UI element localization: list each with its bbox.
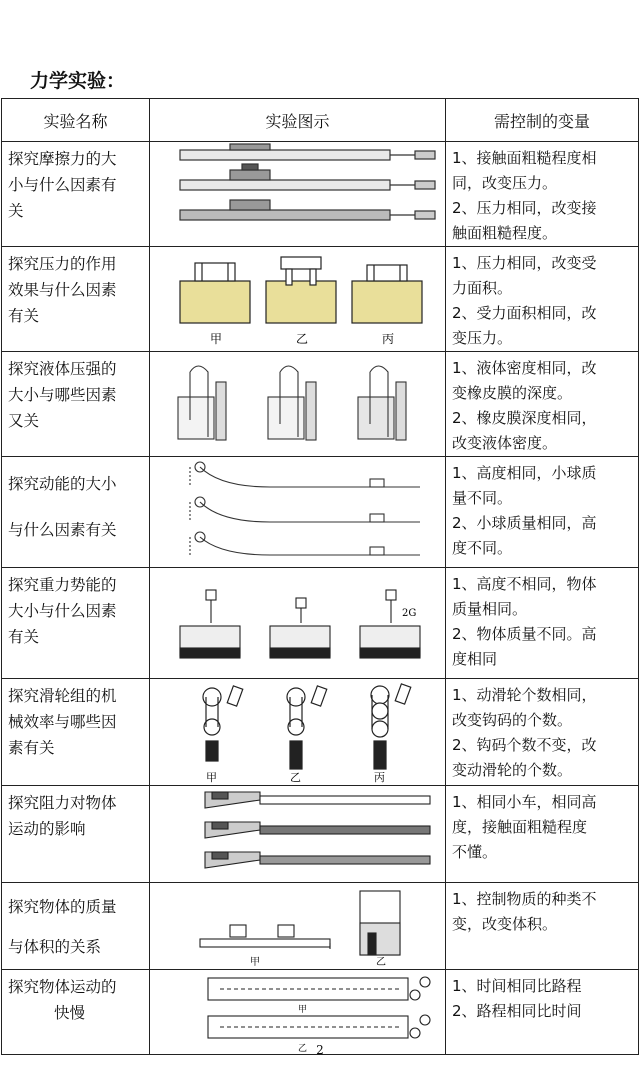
name-line: 大小与哪些因素 <box>8 386 117 404</box>
experiment-figure <box>150 142 446 247</box>
control-line: 2、压力相同，改变接 <box>452 199 597 217</box>
figure-label: 甲 <box>250 957 260 968</box>
control-line: 1、动滑轮个数相同， <box>452 686 597 704</box>
control-line: 同，改变压力。 <box>452 174 558 192</box>
name-line: 大小与什么因素 <box>8 602 117 620</box>
experiment-figure <box>150 247 446 352</box>
controlled-variables <box>446 568 639 679</box>
controlled-variables <box>446 970 639 1055</box>
name-line: 效果与什么因素 <box>8 281 117 299</box>
control-line: 不懂。 <box>452 843 498 861</box>
control-line: 质量相同。 <box>452 600 528 618</box>
control-line: 触面粗糙程度。 <box>452 224 558 242</box>
figure-label: 丙 <box>382 332 395 346</box>
sponge-pressure-figure <box>150 247 446 349</box>
experiment-figure <box>150 679 446 786</box>
experiment-figure <box>150 568 446 679</box>
name-line: 探究摩擦力的大 <box>8 150 117 168</box>
figure-label: 甲 <box>206 771 217 784</box>
table-row <box>2 883 639 970</box>
control-line: 度，接触面粗糙程度 <box>452 818 588 836</box>
race-track-figure <box>150 970 446 1054</box>
name-line: 快慢 <box>54 1004 86 1022</box>
control-line: 1、高度相同，小球质 <box>452 464 597 482</box>
controlled-variables <box>446 786 639 883</box>
experiment-name <box>2 679 150 786</box>
experiment-name <box>2 142 150 247</box>
control-line: 1、压力相同，改变受 <box>452 254 597 272</box>
experiment-figure <box>150 352 446 457</box>
controlled-variables <box>446 883 639 970</box>
experiment-name <box>2 970 150 1055</box>
control-line: 改变钩码的个数。 <box>452 711 573 729</box>
figure-label: 甲 <box>210 332 223 346</box>
table-row <box>2 568 639 679</box>
name-line: 探究阻力对物体 <box>8 794 117 812</box>
table-row <box>2 457 639 568</box>
control-line: 1、相同小车，相同高 <box>452 793 597 811</box>
control-line: 2、钩码个数不变，改 <box>452 736 597 754</box>
name-line: 运动的影响 <box>8 820 86 838</box>
figure-label: 丙 <box>374 771 385 784</box>
control-line: 1、时间相同比路程 <box>452 977 582 995</box>
figure-label: 甲 <box>298 1005 308 1015</box>
figure-label: 乙 <box>290 771 301 784</box>
friction-apparatus-figure <box>150 142 446 238</box>
control-line: 量不同。 <box>452 489 513 507</box>
table-row <box>2 970 639 1055</box>
experiment-name <box>2 568 150 679</box>
name-line: 探究压力的作用 <box>8 255 117 273</box>
name-line: 小与什么因素有 <box>8 176 117 194</box>
incline-cart-figure <box>150 786 446 882</box>
experiment-name <box>2 883 150 970</box>
experiment-table <box>1 98 639 1055</box>
table-row <box>2 352 639 457</box>
table-row <box>2 786 639 883</box>
controlled-variables <box>446 247 639 352</box>
potential-energy-figure <box>150 568 446 678</box>
control-line: 变压力。 <box>452 329 513 347</box>
table-row <box>2 142 639 247</box>
control-line: 2、物体质量不同。高 <box>452 625 597 643</box>
table-row <box>2 247 639 352</box>
name-line: 探究物体的质量 <box>8 898 117 916</box>
pulley-system-figure <box>150 679 446 785</box>
name-line: 械效率与哪些因 <box>8 713 117 731</box>
control-line: 1、接触面粗糙程度相 <box>452 149 597 167</box>
experiment-figure <box>150 457 446 568</box>
section-heading: 力学实验： <box>30 70 126 92</box>
figure-label: 乙 <box>296 332 309 346</box>
control-line: 变，改变体积。 <box>452 915 558 933</box>
figure-label: 乙 <box>298 1044 308 1054</box>
controlled-variables <box>446 142 639 247</box>
liquid-pressure-figure <box>150 352 446 452</box>
control-line: 2、受力面积相同，改 <box>452 304 597 322</box>
experiment-figure <box>150 970 446 1055</box>
control-line: 1、液体密度相同，改 <box>452 359 597 377</box>
header-experiment-name: 实验名称 <box>2 99 150 142</box>
experiment-name <box>2 247 150 352</box>
figure-label: 2G <box>402 608 417 619</box>
page-number: 2 <box>316 1043 324 1057</box>
control-line: 度不同。 <box>452 539 513 557</box>
name-line: 与体积的关系 <box>8 938 102 956</box>
name-line: 探究物体运动的 <box>8 978 117 996</box>
controlled-variables <box>446 352 639 457</box>
header-controlled-variables: 需控制的变量 <box>446 99 639 142</box>
balance-cylinder-figure <box>150 883 446 969</box>
control-line: 2、路程相同比时间 <box>452 1002 582 1020</box>
control-line: 力面积。 <box>452 279 513 297</box>
experiment-name <box>2 457 150 568</box>
name-line: 与什么因素有关 <box>8 521 117 539</box>
control-line: 1、控制物质的种类不 <box>452 890 597 908</box>
name-line: 探究动能的大小 <box>8 475 117 493</box>
table-row <box>2 679 639 786</box>
name-line: 素有关 <box>8 739 55 757</box>
control-line: 2、小球质量相同，高 <box>452 514 597 532</box>
experiment-name <box>2 352 150 457</box>
experiment-figure <box>150 786 446 883</box>
controlled-variables <box>446 457 639 568</box>
control-line: 变橡皮膜的深度。 <box>452 384 573 402</box>
name-line: 探究液体压强的 <box>8 360 117 378</box>
name-line: 关 <box>8 202 24 220</box>
control-line: 变动滑轮的个数。 <box>452 761 573 779</box>
name-line: 又关 <box>8 412 40 430</box>
table-header-row <box>2 99 639 142</box>
control-line: 2、橡皮膜深度相同， <box>452 409 597 427</box>
experiment-name <box>2 786 150 883</box>
control-line: 度相同 <box>452 650 498 668</box>
name-line: 有关 <box>8 628 40 646</box>
name-line: 有关 <box>8 307 40 325</box>
control-line: 1、高度不相同，物体 <box>452 575 597 593</box>
experiment-figure <box>150 883 446 970</box>
header-experiment-figure: 实验图示 <box>150 99 446 142</box>
kinetic-energy-figure <box>150 457 446 567</box>
controlled-variables <box>446 679 639 786</box>
figure-label: 乙 <box>376 957 386 968</box>
name-line: 探究重力势能的 <box>8 576 117 594</box>
control-line: 改变液体密度。 <box>452 434 558 452</box>
name-line: 探究滑轮组的机 <box>8 687 117 705</box>
